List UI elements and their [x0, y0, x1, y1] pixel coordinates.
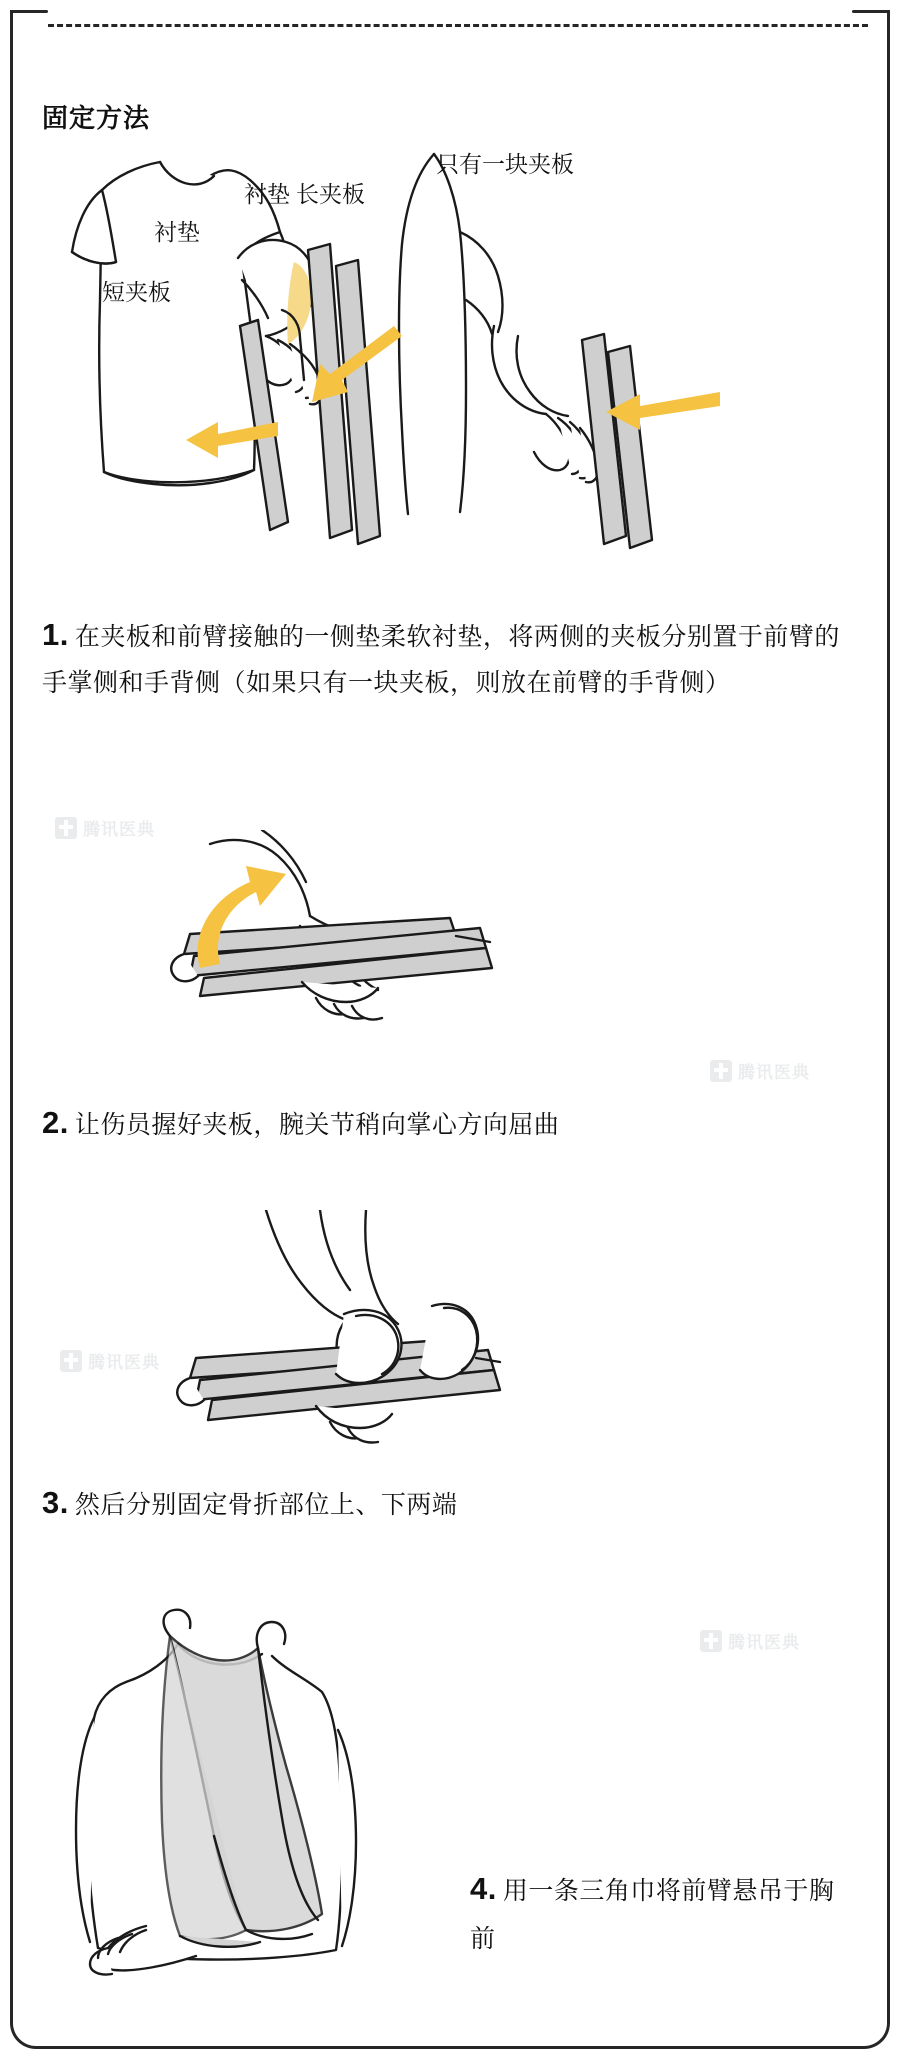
watermark [710, 1058, 810, 1083]
frame-corner-right [852, 10, 890, 13]
brand-logo-icon [710, 1060, 732, 1082]
watermark [55, 815, 155, 840]
step-3-body: 然后分别固定骨折部位上、下两端 [74, 1491, 458, 1519]
step-4-number: 4. [470, 1871, 497, 1906]
step-2-body: 让伤员握好夹板，腕关节稍向掌心方向屈曲 [74, 1111, 560, 1139]
step-1-number: 1. [42, 617, 69, 652]
step-2-number: 2. [42, 1105, 69, 1140]
step-1-body: 在夹板和前臂接触的一侧垫柔软衬垫，将两侧的夹板分别置于前臂的手掌侧和手背侧（如果只有一块夹板，则放在前臂的手背侧） [42, 623, 840, 697]
illustration-step-1 [42, 140, 858, 590]
watermark-label: 腾讯医典 [88, 1353, 160, 1372]
step-2-text [42, 1100, 854, 1148]
frame-corner-left [10, 10, 48, 13]
brand-logo-icon [700, 1630, 722, 1652]
step-4-text [470, 1865, 850, 1963]
brand-logo-icon [60, 1350, 82, 1372]
label-short-splint: 短夹板 [102, 279, 171, 305]
illustration-step-3 [170, 1210, 710, 1460]
step-3-text [42, 1480, 854, 1528]
page-title: 固定方法 [42, 103, 151, 133]
brand-logo-icon [55, 817, 77, 839]
step-1-text [42, 612, 854, 706]
watermark [60, 1348, 160, 1373]
watermark-label: 腾讯医典 [83, 820, 155, 839]
top-dashed-divider [48, 24, 868, 27]
watermark [700, 1628, 800, 1653]
watermark-label: 腾讯医典 [728, 1633, 800, 1652]
label-long-splint: 长夹板 [296, 181, 365, 207]
label-lining-2: 衬垫 [154, 219, 200, 245]
step-3-number: 3. [42, 1485, 69, 1520]
illustration-step-4 [50, 1590, 470, 2010]
watermark-label: 腾讯医典 [738, 1063, 810, 1082]
label-lining-1: 衬垫 [244, 181, 290, 207]
step-4-body: 用一条三角巾将前臂悬吊于胸前 [470, 1877, 835, 1953]
label-single-splint: 只有一块夹板 [436, 151, 574, 177]
illustration-step-2 [150, 830, 710, 1080]
